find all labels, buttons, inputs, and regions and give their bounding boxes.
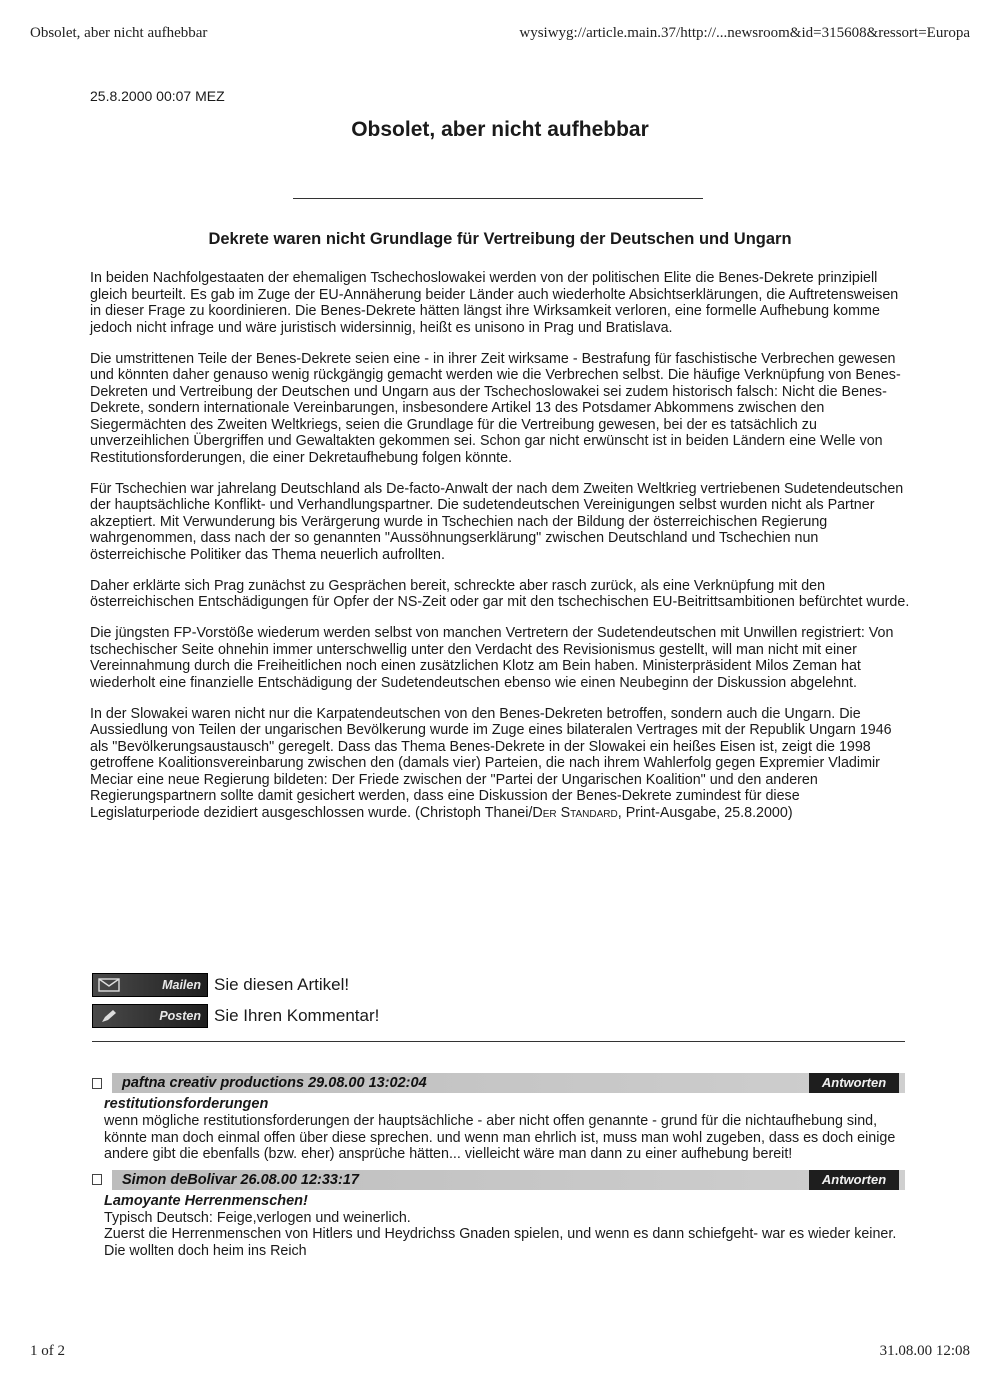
article-paragraph: In beiden Nachfolgestaaten der ehemaligen Tschechoslowakei werden von der politischen Elite die Benes-Dekrete prinzipiell gleich beurteilt. Es gab im Zuge der EU-Annäherung beider Länder auch wiederholte Absichtserklärungen, die Auftretensweisen in dieser Frage zu koordinieren. Die Benes-Dekrete hätten längst ihre Wirksamkeit verloren, eine formelle Aufhebung komme jedoch nicht infrage und wäre juristisch widersinnig, heißt es unisono in Prag und Bratislava. (90, 270, 899, 336)
article-paragraph: Die umstrittenen Teile der Benes-Dekrete seien eine - in ihrer Zeit wirksame - Bestrafung für faschistische Verbrechen gewesen und könnten daher genauso wenig rückgängig gemacht werden wie die Verbrechen selbst. Die häufige Verknüpfung von Benes-Dekreten und Vertreibung der Deutschen und Ungarn aus der Tschechoslowakei sei zudem historisch falsch: Nicht die Benes-Dekrete, sondern internationale Vereinbarungen, insbesondere Artikel 13 des Potsdamer Abkommens zwischen den Siegermächten des Zweiten Weltkriegs, seien die Grundlage für die Vertreibung gewesen, bei der es tatsächlich zu unverzeihlichen Übergriffen und Gewaltakten gekommen sei. Schon gar nicht erwünscht ist in beiden Ländern eine Welle von Restitutionsforderungen, die einer Dekretaufhebung folgen könnte. (90, 350, 901, 466)
comment-title: Lamoyante Herrenmenschen! (104, 1192, 308, 1209)
article-headline: Obsolet, aber nicht aufhebbar (351, 118, 649, 141)
mail-article-row (92, 972, 379, 997)
comments-list (92, 1072, 905, 1265)
comment-text: wenn mögliche restitutionsforderungen der hauptsächliche - aber nicht offen genannte - grund für die nichtaufhebung sind, könnte man doch einmal offen über diese sprechen. und wenn man ehrlich ist, muss man wohl zugeben, dass es doch einige andere gibt die ebenfalls (bzw. eher) ansprüche hätten... vielleicht wäre man dann zu einer aufhebung bereit! (104, 1113, 896, 1162)
credit-der: Der (532, 804, 561, 821)
article-body (90, 270, 910, 836)
comment-item (92, 1169, 905, 1260)
article-paragraph-last (90, 706, 910, 822)
page-number: 1 of 2 (30, 1343, 65, 1359)
comment-checkbox[interactable] (92, 1174, 102, 1185)
reply-button[interactable]: Antworten (809, 1170, 899, 1190)
article-subheadline: Dekrete waren nicht Grundlage für Vertreibung der Deutschen und Ungarn (208, 230, 792, 248)
comment-header (92, 1072, 905, 1094)
post-comment-text: Sie Ihren Kommentar! (214, 1005, 380, 1025)
article-paragraph: Daher erklärte sich Prag zunächst zu Gesprächen bereit, schreckte aber rasch zurück, als eine Verknüpfung mit den österreichischen Entschädigungen für Opfer der NS-Zeit oder gar mit den tschechischen EU-Beitrittsambitionen befürchtet wurde. (90, 577, 910, 610)
print-footer (30, 1343, 970, 1360)
post-comment-button[interactable] (92, 1004, 208, 1028)
comment-author-date: Simon deBolivar 26.08.00 12:33:17 (112, 1170, 905, 1190)
post-comment-row (92, 1003, 379, 1028)
article-paragraph: Für Tschechien war jahrelang Deutschland als De-facto-Anwalt der nach dem Zweiten Weltkrieg vertriebenen Sudetendeutschen der hauptsächliche Konflikt- und Verhandlungspartner. Die sudetendeutschen Vereinigungen selbst wurden nicht als Partner akzeptiert. Mit Verwunderung bis Verärgerung wurde in Tschechien nach der Bildung der österreichischen Regierung wahrgenommen, dass nach der so genannten "Aussöhnungserklärung" zwischen Deutschland und Tschechien nun österreichische Politiker das Thema neuerlich aufrollten. (90, 480, 904, 563)
print-header-title: Obsolet, aber nicht aufhebbar (30, 25, 208, 41)
comment-checkbox[interactable] (92, 1078, 102, 1089)
credit-rest: , Print-Ausgabe, 25.8.2000) (617, 804, 793, 821)
last-paragraph-text: In der Slowakei waren nicht nur die Karpatendeutschen von den Benes-Dekreten betroffen, sondern auch die Ungarn. Die Aussiedlung von Teilen der ungarischen Bevölkerung wurde im Zuge eines bilateralen Vertrages mit der Republik Ungarn 1946 als "Bevölkerungsaustausch" geregelt. Dass das Thema Benes-Dekrete in der Slowakei ein heißes Eisen ist, zeigt die 1998 getroffene Koalitionsvereinbarung zwischen den (damals vier) Parteien, die nach ihrem Wahlerfolg gegen Expremier Vladimir Meciar eine neue Regierung bildeten: Der Friede zwischen der "Partei der Ungarischen Koalition" und den anderen Regierungspartnern sollte damit gesichert werden, dass eine Diskussion der Benes-Dekrete zumindest für diese Legislaturperiode dezidiert ausgeschlossen wurde. (Christoph Thanei/ (90, 705, 892, 821)
headline-divider (293, 198, 703, 199)
comment-text-line: Zuerst die Herrenmenschen von Hitlers und Heydrichss Gnaden spielen, und wenn es dann schiefgeht- war es wieder keiner. Die wollten doch heim ins Reich (104, 1226, 897, 1259)
comment-item (92, 1072, 905, 1163)
article-paragraph: Die jüngsten FP-Vorstöße wiederum werden selbst von manchen Vertretern der Sudetendeutschen mit Unwillen registriert: Von tschechischer Seite ohnehin immer unterschwellig unter den Verdacht des Revisionismus gestellt, will man nicht mit einer Vereinnahmung durch die Freiheitlichen noch einen zusätzlichen Klotz am Bein haben. Ministerpräsident Milos Zeman hat wiederholt eine finanzielle Entschädigung der Sudetendeutschen ebenso wie einen Neubeginn der Diskussion abgelehnt. (90, 625, 894, 691)
print-timestamp: 31.08.00 12:08 (879, 1343, 970, 1359)
pen-icon (93, 1005, 125, 1027)
envelope-icon (93, 974, 125, 996)
comments-divider (92, 1041, 905, 1042)
comment-author-date: paftna creativ productions 29.08.00 13:02:04 (112, 1073, 905, 1093)
print-header (30, 25, 970, 42)
post-button-label: Posten (159, 1008, 201, 1023)
credit-standard: Standard (560, 804, 618, 821)
comment-title: restitutionsforderungen (104, 1096, 269, 1112)
mail-article-button[interactable] (92, 973, 208, 997)
comment-text-line: Typisch Deutsch: Feige,verlogen und weinerlich. (104, 1209, 411, 1226)
mail-button-label: Mailen (162, 977, 201, 992)
print-header-url: wysiwyg://article.main.37/http://...newsroom&id=315608&ressort=Europa (519, 25, 970, 41)
article-actions (92, 972, 379, 1034)
comment-header (92, 1169, 905, 1191)
mail-article-text: Sie diesen Artikel! (214, 974, 350, 994)
article-dateline: 25.8.2000 00:07 MEZ (90, 88, 225, 104)
reply-button[interactable]: Antworten (809, 1073, 899, 1093)
